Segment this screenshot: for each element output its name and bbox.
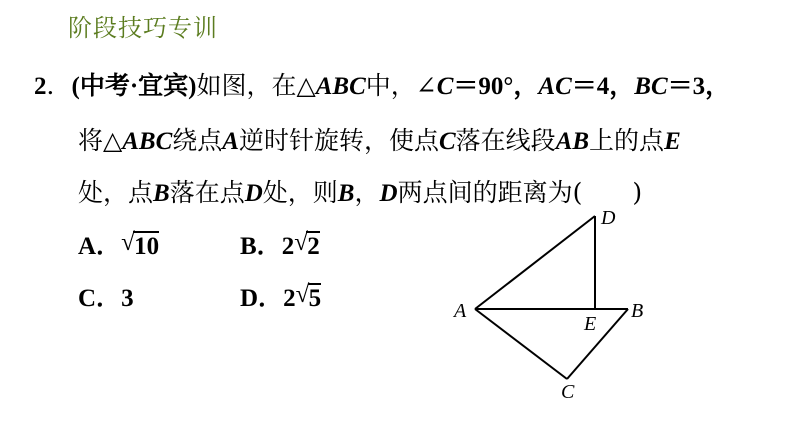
point-label-b: B — [631, 300, 644, 322]
point-name: D — [379, 180, 398, 207]
text-segment: 中，∠ — [365, 71, 437, 100]
text-segment: 如图，在△ — [196, 71, 316, 100]
text-segment: 上的点 — [589, 126, 665, 155]
text-segment: ＝4， — [571, 73, 635, 100]
triangle-name: ABC — [122, 128, 173, 155]
segment-name: BC — [634, 73, 668, 100]
text-segment: 处，则 — [262, 178, 338, 207]
option-a-value: 10 — [134, 233, 160, 260]
question-line-1: 2．(中考·宜宾)如图，在△ABC中，∠C＝90°，AC＝4，BC＝3， — [34, 71, 731, 100]
option-d-value: 5 — [308, 285, 322, 312]
text-segment: 逆时针旋转，使点 — [238, 126, 439, 155]
text-segment: 绕点 — [172, 126, 223, 155]
option-b-coef: 2 — [281, 233, 295, 260]
point-name: B — [153, 180, 170, 207]
triangle-name: ABC — [315, 73, 366, 100]
point-name: C — [438, 128, 456, 155]
text-segment: ， — [354, 178, 380, 207]
text-segment: 两点间的距离为( ) — [397, 178, 643, 207]
point-label-d: D — [601, 207, 616, 229]
option-b-value: 2 — [307, 233, 320, 260]
segment-ad — [475, 216, 595, 309]
question-number: 2 — [34, 73, 47, 100]
angle-name: C — [436, 73, 454, 100]
radical-sign: √ — [294, 229, 308, 256]
radical-sign: √ — [295, 281, 310, 308]
segment-name: AC — [538, 73, 572, 100]
option-a-label: A． — [78, 233, 122, 260]
point-label-e: E — [584, 313, 597, 335]
option-c-label: C． — [78, 285, 122, 312]
point-name: D — [244, 180, 263, 207]
option-d-label: D． — [240, 285, 284, 312]
point-name: E — [664, 128, 681, 155]
segment-ac — [475, 309, 567, 379]
text-segment: ＝90°， — [453, 73, 539, 100]
point-label-c: C — [561, 381, 575, 403]
segment-bc — [567, 309, 628, 379]
radical-sign: √ — [121, 229, 135, 256]
text-segment: 落在点 — [169, 178, 245, 207]
option-d-coef: 2 — [283, 285, 296, 312]
text-segment: 处，点 — [78, 178, 154, 207]
point-name: B — [337, 180, 355, 207]
option-b-label: B． — [240, 233, 282, 260]
question-source: (中考·宜宾) — [71, 73, 197, 100]
segment-name: AB — [555, 128, 590, 155]
text-segment: 落在线段 — [455, 126, 556, 155]
text-segment: 将△ — [78, 126, 123, 155]
point-name: A — [222, 128, 239, 155]
text-segment: ＝3， — [667, 73, 731, 100]
section-header: 阶段技巧专训 — [68, 14, 218, 42]
option-c-value: 3 — [121, 285, 134, 312]
point-label-a: A — [454, 300, 467, 322]
